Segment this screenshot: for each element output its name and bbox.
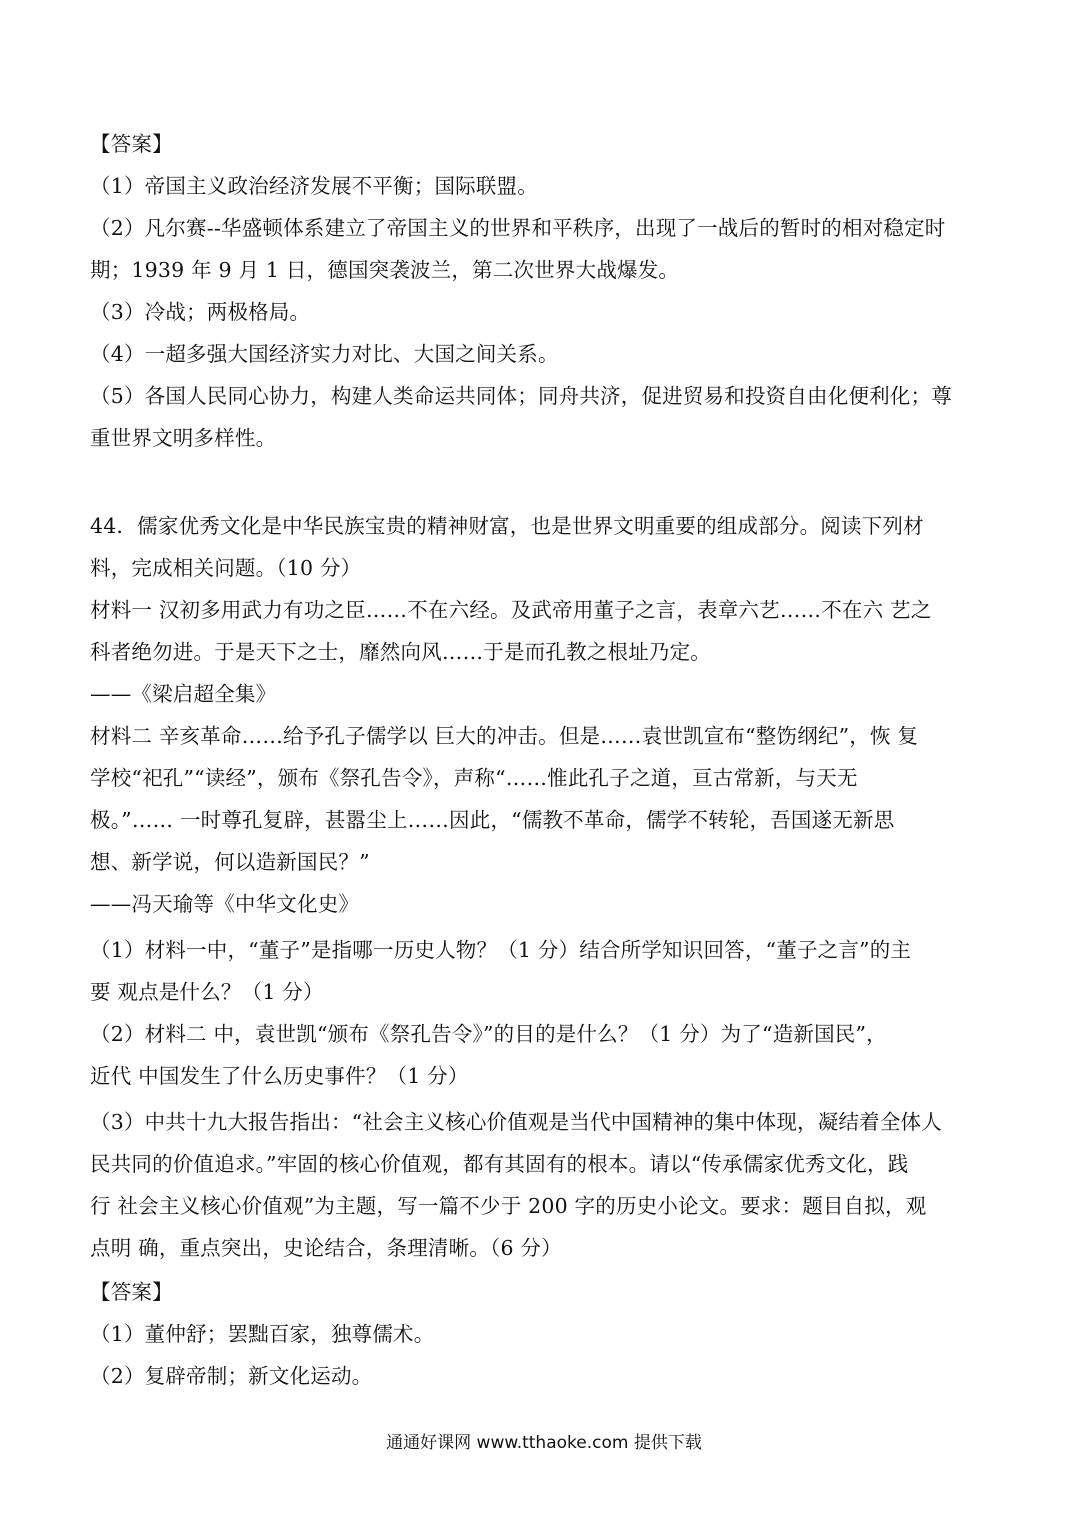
answer-heading: 【答案】 [90,132,173,156]
question-line: 行 社会主义核心价值观”为主题，写一篇不少于 200 字的历史小论文。要求：题目自拟，观 [90,1194,927,1218]
question-line: （2）材料二 中，袁世凯“颁布《祭孔告令》”的目的是什么？（1 分）为了“造新国民”， [90,1022,887,1046]
question-line: 44．儒家优秀文化是中华民族宝贵的精神财富，也是世界文明重要的组成部分。阅读下列材 [90,514,924,538]
question-line: 料，完成相关问题。（10 分） [90,556,362,580]
material-source: ——冯天瑜等《中华文化史》 [90,892,360,916]
question-line: 近代 中国发生了什么历史事件？（1 分） [90,1064,469,1088]
question-line: （3）中共十九大报告指出：“社会主义核心价值观是当代中国精神的集中体现，凝结着全体人 [90,1110,942,1134]
question-line: （1）材料一中，“董子”是指哪一历史人物？（1 分）结合所学知识回答，“董子之言”的主 [90,938,912,962]
answer-line: 重世界文明多样性。 [90,426,277,450]
answer-line: 期；1939 年 9 月 1 日，德国突袭波兰，第二次世界大战爆发。 [90,258,680,282]
material-line: 想、新学说，何以造新国民？” [90,850,370,874]
material-source: ——《梁启超全集》 [90,682,277,706]
material-line: 学校“祀孔”“读经”，颁布《祭孔告令》，声称“……惟此孔子之道，亘古常新，与天无 [90,766,858,790]
material-line: 材料一 汉初多用武力有功之臣……不在六经。及武帝用董子之言，表章六艺……不在六 艺之 [90,598,932,622]
answer-line: （4）一超多强大国经济实力对比、大国之间关系。 [90,342,559,366]
material-line: 材料二 辛亥革命……给予孔子儒学以 巨大的冲击。但是……袁世凯宣布“整饬纲纪”，恢 复 [90,724,919,748]
question-line: 要 观点是什么？（1 分） [90,980,324,1004]
answer-line: （2）凡尔赛--华盛顿体系建立了帝国主义的世界和平秩序，出现了一战后的暂时的相对稳定时 [90,216,946,240]
question-line: 点明 确，重点突出，史论结合，条理清晰。（6 分） [90,1236,562,1260]
answer-line: （1）董仲舒；罢黜百家，独尊儒术。 [90,1322,435,1346]
page-footer: 通通好课网 www.tthaoke.com 提供下载 [386,1433,702,1453]
answer-line: （2）复辟帝制；新文化运动。 [90,1364,373,1388]
answer-line: （3）冷战；两极格局。 [90,300,311,324]
material-line: 科者绝勿进。于是天下之士，靡然向风……于是而孔教之根址乃定。 [90,640,711,664]
answer-heading: 【答案】 [90,1280,173,1304]
material-line: 极。”…… 一时尊孔复辟，甚嚣尘上……因此，“儒教不革命，儒学不转轮，吾国遂无新思 [90,808,895,832]
question-line: 民共同的价值追求。”牢固的核心价值观，都有其固有的根本。请以“传承儒家优秀文化，践 [90,1152,909,1176]
answer-line: （1）帝国主义政治经济发展不平衡；国际联盟。 [90,174,538,198]
answer-line: （5）各国人民同心协力，构建人类命运共同体；同舟共济，促进贸易和投资自由化便利化；尊 [90,384,952,408]
